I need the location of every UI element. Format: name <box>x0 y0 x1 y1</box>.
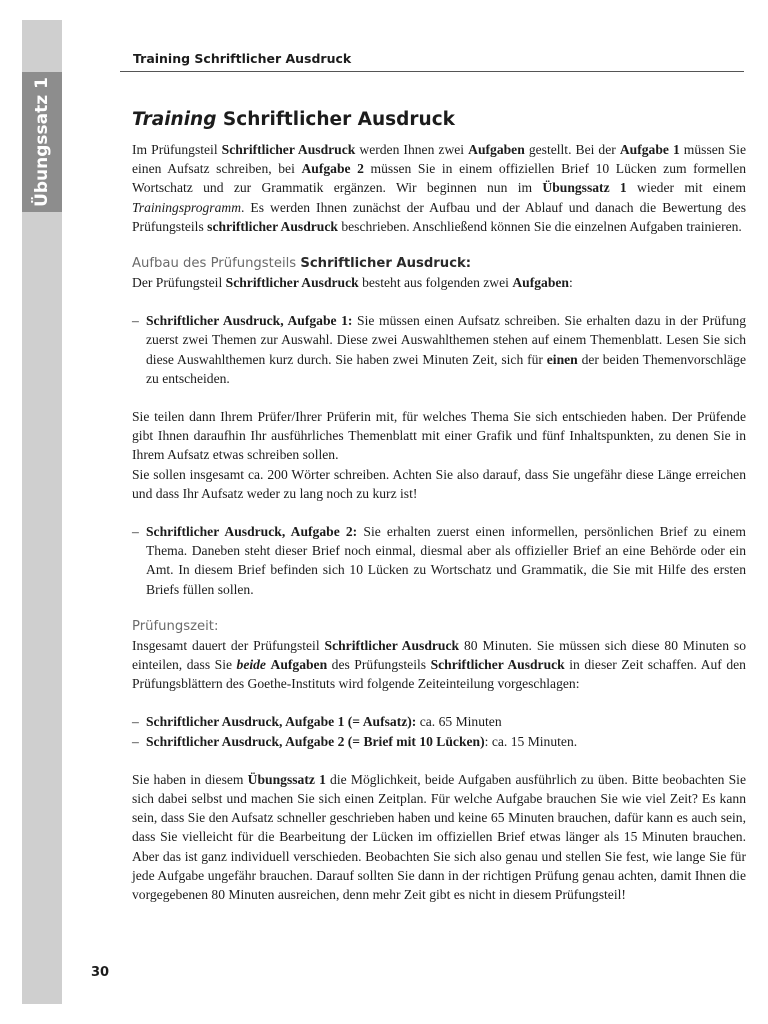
time-item-aufgabe-2: – Schriftlicher Ausdruck, Aufgabe 2 (= Brief mit 10 Lücken): ca. 15 Minuten. <box>132 733 578 749</box>
page-title: Training Schriftlicher Ausdruck <box>132 109 455 130</box>
time-item-aufgabe-1: – Schriftlicher Ausdruck, Aufgabe 1 (= Aufsatz): ca. 65 Minuten <box>132 714 502 730</box>
intro-paragraph: Im Prüfungsteil Schriftlicher Ausdruck werden Ihnen zwei Aufgaben gestellt. Bei der Aufgabe 1 müssen Sie einen Aufsatz schreiben, bei Aufgabe 2 müssen Sie in einem offiziellen Brief 10 Lücken zum formellen Wortschatz und zur Grammatik ergänzen. Wir beginnen nun im Übungssatz 1 wieder mit einem Trainingsprogramm. Es werden Ihnen zunächst der Aufbau und der Ablauf und danach die Bewertung des Prüfungsteils schriftlicher Ausdruck beschrieben. Anschließend können Sie die einzelnen Aufgaben trainieren. <box>132 142 746 234</box>
running-head: Training Schriftlicher Ausdruck <box>133 51 352 66</box>
paragraph-wortanzahl: Sie sollen insgesamt ca. 200 Wörter schreiben. Achten Sie also darauf, dass Sie ungefähr diese Länge erreichen und dass Ihr Aufsatz weder zu lang noch zu kurz ist! <box>132 466 746 501</box>
section-tab-label: Übungssatz 1 <box>32 77 52 207</box>
pruefungszeit-heading: Prüfungszeit: <box>132 618 219 634</box>
list-item-aufgabe-2: – Schriftlicher Ausdruck, Aufgabe 2: Sie erhalten zuerst einen informellen, persönlichen Brief zu einem Thema. Daneben steht dieser Brief noch einmal, diesmal aber als offizieller Brief an eine Behörde oder ein Amt. In diesem Brief befinden sich 10 Lücken zu Wortschatz und Grammatik, die Sie mit Hilfe des ersten Briefs füllen sollen. <box>132 524 746 597</box>
final-paragraph: Sie haben in diesem Übungssatz 1 die Möglichkeit, beide Aufgaben ausführlich zu üben. Bitte beobachten Sie sich dabei selbst und machen Sie sich einen Zeitplan. Für welche Aufgabe brauchen Sie wie viel Zeit? Es kann sein, dass Sie den Aufsatz schneller geschrieben haben und keine 65 Minuten brauchen, dafür kann es auch sein, dass Sie vielleicht für die Bearbeitung der Lücken im offiziellen Brief etwas länger als 15 Minuten brauchen. Aber das ist ganz individuell verschieden. Beobachten Sie sich also genau und stellen Sie fest, wie lange Sie für jede Aufgabe ungefähr brauchen. Darauf sollten Sie dann in der richtigen Prüfung genau achten, damit Ihnen die vorgegebenen 80 Minuten ausreichen, denn mehr Zeit gibt es nicht in diesem Prüfungsteil! <box>132 771 746 903</box>
list-item-aufgabe-1: – Schriftlicher Ausdruck, Aufgabe 1: Sie müssen einen Aufsatz schreiben. Sie erhalten dazu in der Prüfung zuerst zwei Themen zur Auswahl. Diese zwei Auswahlthemen stehen auf einem Themenblatt. Lesen Sie sich diese Auswahlthemen kurz durch. Sie haben zwei Minuten Zeit, sich für einen der beiden Themenvorschläge zu entscheiden. <box>132 313 746 386</box>
aufbau-heading: Aufbau des Prüfungsteils Schriftlicher Ausdruck: <box>132 256 472 272</box>
pruefungszeit-paragraph: Insgesamt dauert der Prüfungsteil Schriftlicher Ausdruck 80 Minuten. Sie müssen sich diese 80 Minuten so einteilen, dass Sie beide Aufgaben des Prüfungsteils Schriftlicher Ausdruck in dieser Zeit schaffen. Auf den Prüfungsblättern des Goethe-Instituts wird folgende Zeiteinteilung vorgeschlagen: <box>132 637 746 692</box>
header-rule <box>120 71 744 72</box>
page-number: 30 <box>91 965 110 980</box>
page-content <box>132 108 746 904</box>
paragraph-themenwahl: Sie teilen dann Ihrem Prüfer/Ihrer Prüferin mit, für welches Thema Sie sich entschieden haben. Der Prüfende gibt Ihnen daraufhin Ihr ausführliches Themenblatt mit einer Grafik und fünf Inhaltspunkten, zu denen Sie in Ihrem Aufsatz etwas schreiben sollen. <box>132 409 746 463</box>
aufbau-paragraph: Der Prüfungsteil Schriftlicher Ausdruck besteht aus folgenden zwei Aufgaben: <box>132 275 573 291</box>
